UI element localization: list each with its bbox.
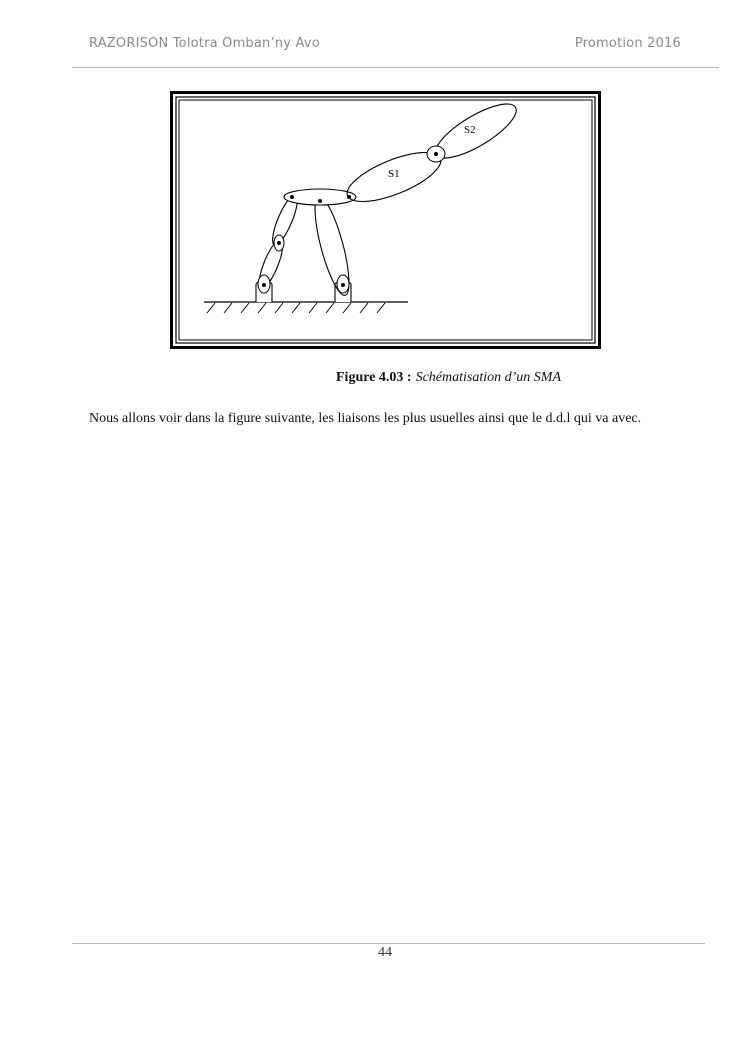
label-s2: S2 — [464, 124, 476, 136]
caption-label: Figure 4.03 : — [336, 370, 412, 385]
frame-outer — [172, 93, 600, 348]
sma-schematic-diagram — [170, 91, 601, 349]
figure-sma-schematic — [170, 91, 601, 349]
header-divider — [72, 67, 719, 68]
caption-title: Schématisation d’un SMA — [415, 370, 561, 385]
footer-divider — [72, 943, 705, 944]
label-s1: S1 — [388, 168, 400, 180]
figure-caption — [336, 370, 561, 386]
header-author: RAZORISON Tolotra Omban’ny Avo — [89, 36, 320, 51]
header-promotion: Promotion 2016 — [574, 36, 681, 51]
page-number: 44 — [378, 945, 392, 960]
body-paragraph: Nous allons voir dans la figure suivante, les liaisons les plus usuelles ainsi que le d.d.l qui va avec. — [89, 411, 642, 426]
